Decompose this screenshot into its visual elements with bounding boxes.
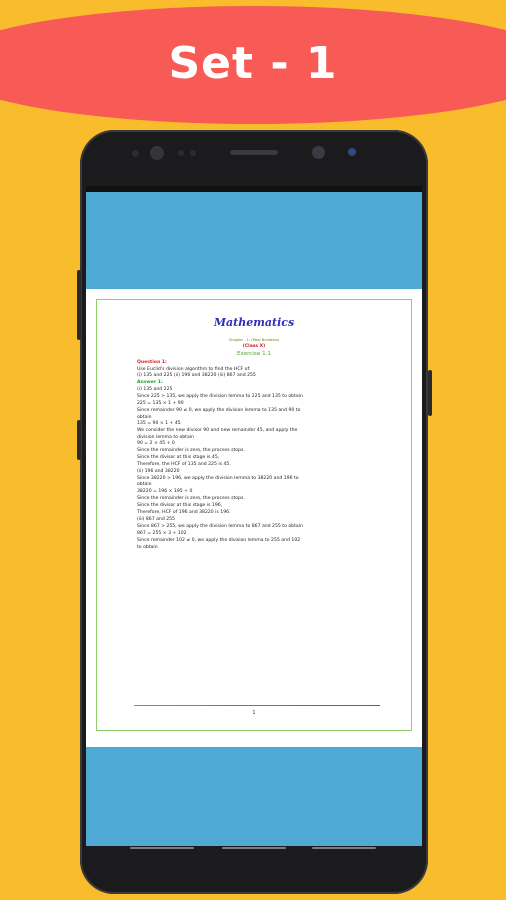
document-title: Mathematics xyxy=(213,316,295,329)
document-line: Since 38220 > 196, we apply the division lemma to 38220 and 196 to xyxy=(137,476,299,481)
earpiece-speaker xyxy=(230,150,278,155)
front-flash-icon xyxy=(348,148,356,156)
document-page[interactable] xyxy=(86,289,422,747)
document-line: We consider the new divisor 90 and new remainder 45, and apply the xyxy=(137,428,298,433)
document-line: Since 225 > 135, we apply the division lemma to 225 and 135 to obtain xyxy=(137,394,303,399)
document-line: Since remainder 102 ≠ 0, we apply the division lemma to 255 and 102 xyxy=(137,538,301,543)
document-line: Since the divisor at this stage is 196, xyxy=(137,503,223,508)
sensor-dot-icon xyxy=(178,150,184,156)
app-screen xyxy=(86,192,422,846)
document-line: Since remainder 90 ≠ 0, we apply the division lemma to 135 and 90 to xyxy=(137,408,301,413)
document-line: (ii) 196 and 38220 xyxy=(137,469,180,474)
document-exercise: Exercise 1.1 xyxy=(237,351,271,357)
volume-button xyxy=(77,270,81,340)
document-line: (i) 135 and 225 (ii) 196 and 38220 (iii) 867 and 255 xyxy=(137,373,256,378)
iris-scanner-icon xyxy=(312,146,325,159)
document-line: Therefore, the HCF of 135 and 225 is 45. xyxy=(137,462,231,467)
footer-divider xyxy=(134,705,380,706)
document-line: Question 1: xyxy=(137,360,167,365)
document-subtitle: Chapter - 1: (Real Numbers) xyxy=(228,338,280,342)
page-border xyxy=(96,299,412,731)
sensor-icon xyxy=(132,150,139,157)
document-line: Since the remainder is zero, the process stops. xyxy=(137,448,245,453)
document-line: Since 867 > 255, we apply the division lemma to 867 and 255 to obtain xyxy=(137,524,303,529)
banner-title: Set - 1 xyxy=(168,38,338,89)
document-line: Use Euclid's division algorithm to find the HCF of: xyxy=(137,367,251,372)
document-line: 135 = 90 × 1 + 45 xyxy=(137,421,181,426)
nav-back[interactable] xyxy=(312,847,376,849)
bixby-button xyxy=(77,420,81,460)
document-line: obtain xyxy=(137,482,152,487)
nav-home[interactable] xyxy=(222,847,286,849)
document-line: (i) 135 and 225 xyxy=(137,387,173,392)
sensor-dot-icon xyxy=(190,150,196,156)
document-line: (iii) 867 and 255 xyxy=(137,517,175,522)
document-line: 867 = 255 × 3 + 102 xyxy=(137,531,187,536)
document-line: Since the divisor at this stage is 45, xyxy=(137,455,220,460)
document-line: 225 = 135 × 1 + 90 xyxy=(137,401,184,406)
document-line: obtain xyxy=(137,415,152,420)
power-button xyxy=(428,370,432,416)
document-line: 90 = 2 × 45 + 0 xyxy=(137,441,175,446)
page-number: 1 xyxy=(252,710,256,716)
document-line: 38220 = 196 × 195 + 0 xyxy=(137,489,193,494)
front-camera-icon xyxy=(150,146,164,160)
document-line: Therefore, HCF of 196 and 38220 is 196. xyxy=(137,510,231,515)
nav-recent-apps[interactable] xyxy=(130,847,194,849)
document-line: division lemma to obtain xyxy=(137,435,194,440)
document-line: Since the remainder is zero, the process stops. xyxy=(137,496,245,501)
document-class-label: (Class X) xyxy=(242,344,266,349)
document-line: Answer 1: xyxy=(137,380,163,385)
document-line: to obtain xyxy=(137,545,158,550)
